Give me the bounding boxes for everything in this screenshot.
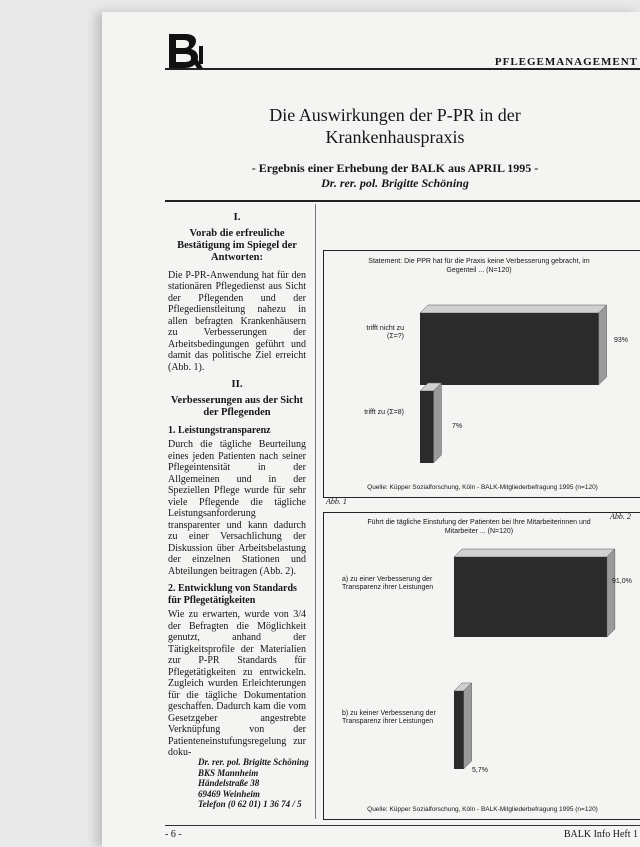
section-1-text: Die P-PR-Anwendung hat für den stationären Pflegedienst aus Sicht der Pflegenden und der Pflegedienstleitung nahezu in allen befragten Krankenhäusern zu Verbesserungen der Arbeitsbedingungen geführt und damit das politische Ziel erreicht (Abb. 1). xyxy=(168,269,306,373)
figure-2-category-label: a) zu einer Verbesserung der Transparenz ihrer Leistungen xyxy=(342,576,434,591)
author-address xyxy=(198,757,313,810)
figure-1 xyxy=(323,250,640,498)
section-1-number: I. xyxy=(233,211,241,223)
balk-logo xyxy=(165,30,207,72)
address-name: Dr. rer. pol. Brigitte Schöning xyxy=(198,757,309,767)
section-2-heading: Verbesserungen aus der Sicht der Pflegenden xyxy=(170,394,304,418)
figure-bar-side xyxy=(433,383,441,463)
figure-bar xyxy=(454,691,464,769)
section-1-heading: Vorab die erfreuliche Bestätigung im Spiegel der Antworten: xyxy=(177,227,297,263)
figure-2 xyxy=(323,512,640,820)
section-label: PFLEGEMANAGEMENT xyxy=(494,56,638,68)
page-number: - 6 - xyxy=(165,829,182,840)
subsection-1-text: Durch die tägliche Beurteilung eines jeden Patienten nach seiner Pflegeintensität in der Allgemeinen und in der Speziellen Pflege wurde für sehr viele Pflegende die tägliche Leistungsanforderung transparenter und kann dadurch zu einer Versachlichung der Diskussion über Arbeitsbelastung der einzelnen Stationen und Abteilungen beitragen (Abb. 2). xyxy=(168,439,306,577)
figure-bar xyxy=(420,313,599,385)
title-line-2: Krankenhauspraxis xyxy=(325,127,465,147)
figure-1-abb-label: Abb. 1 xyxy=(326,497,347,506)
figure-1-source: Quelle: Küpper Sozialforschung, Köln - BALK-Mitgliederbefragung 1995 (n=120) xyxy=(367,484,598,491)
subsection-1-heading: 1. Leistungstransparenz xyxy=(168,424,271,436)
figure-bar-side xyxy=(607,549,615,637)
figure-bar-side xyxy=(599,305,607,385)
subsection-2-text: Wie zu erwarten, wurde von 3/4 der Befragten die Möglichkeit genutzt, anhand der Tätigkeitsprofile der Materialien zur P-PR Standards für Pflegetätigkeiten zu entwickeln. Zugleich wurden Erleichterungen für die tägliche Dokumentation geschaffen. Dadurch kam die vom Gesetzgeber angestrebte Verknüpfung von der Patienteneinstufungsregelung zur doku- xyxy=(168,609,306,758)
title-rule xyxy=(165,200,640,202)
figure-1-category-label: trifft zu (Σ=8) xyxy=(364,409,404,416)
figure-2-value-label: 91,0% xyxy=(612,578,632,585)
figure-2-abb-label: Abb. 2 xyxy=(610,512,631,521)
footer-rule xyxy=(165,825,640,826)
address-street: Händelstraße 38 xyxy=(198,778,260,788)
figure-2-source: Quelle: Küpper Sozialforschung, Köln - BALK-Mitgliederbefragung 1995 (n=120) xyxy=(367,806,598,813)
figure-1-title: Statement: Die PPR hat für die Praxis keine Verbesserung gebracht, im Gegenteil ... (N=120) xyxy=(368,258,590,274)
left-column xyxy=(168,206,306,765)
figure-1-category-label: trifft nicht zu (Σ=?) xyxy=(366,325,404,340)
column-rule xyxy=(315,204,316,819)
header-rule xyxy=(165,68,640,70)
figure-2-title: Führt die tägliche Einstufung der Patienten bei Ihre Mitarbeiterinnen und Mitarbeiter ... (N=120) xyxy=(367,519,591,535)
section-2-number: II. xyxy=(231,378,243,390)
footer-publication: BALK Info Heft 1 xyxy=(563,829,638,840)
figure-1-value-label: 93% xyxy=(614,337,629,344)
figure-2-value-label: 5,7% xyxy=(472,767,488,774)
figure-bar-side xyxy=(464,683,472,769)
article-author: Dr. rer. pol. Brigitte Schöning xyxy=(321,176,469,190)
article-title xyxy=(230,104,560,148)
address-phone: Telefon (0 62 01) 1 36 74 / 5 xyxy=(198,799,302,809)
figure-bar-top xyxy=(420,305,607,313)
figure-bar xyxy=(420,391,433,463)
subsection-2-heading: 2. Entwicklung von Standards für Pflegetätigkeiten xyxy=(168,583,297,606)
figure-2-category-label: b) zu keiner Verbesserung der Transparenz ihrer Leistungen xyxy=(342,710,436,725)
address-city: 69469 Weinheim xyxy=(198,788,260,799)
figure-bar xyxy=(454,557,607,637)
figure-bar-top xyxy=(454,549,615,557)
title-line-1: Die Auswirkungen der P-PR in der xyxy=(269,105,521,125)
figure-1-svg xyxy=(324,251,640,497)
article-subtitle: - Ergebnis einer Erhebung der BALK aus APRIL 1995 - xyxy=(251,161,539,175)
figure-1-value-label: 7% xyxy=(452,423,463,430)
address-org: BKS Mannheim xyxy=(198,767,259,778)
